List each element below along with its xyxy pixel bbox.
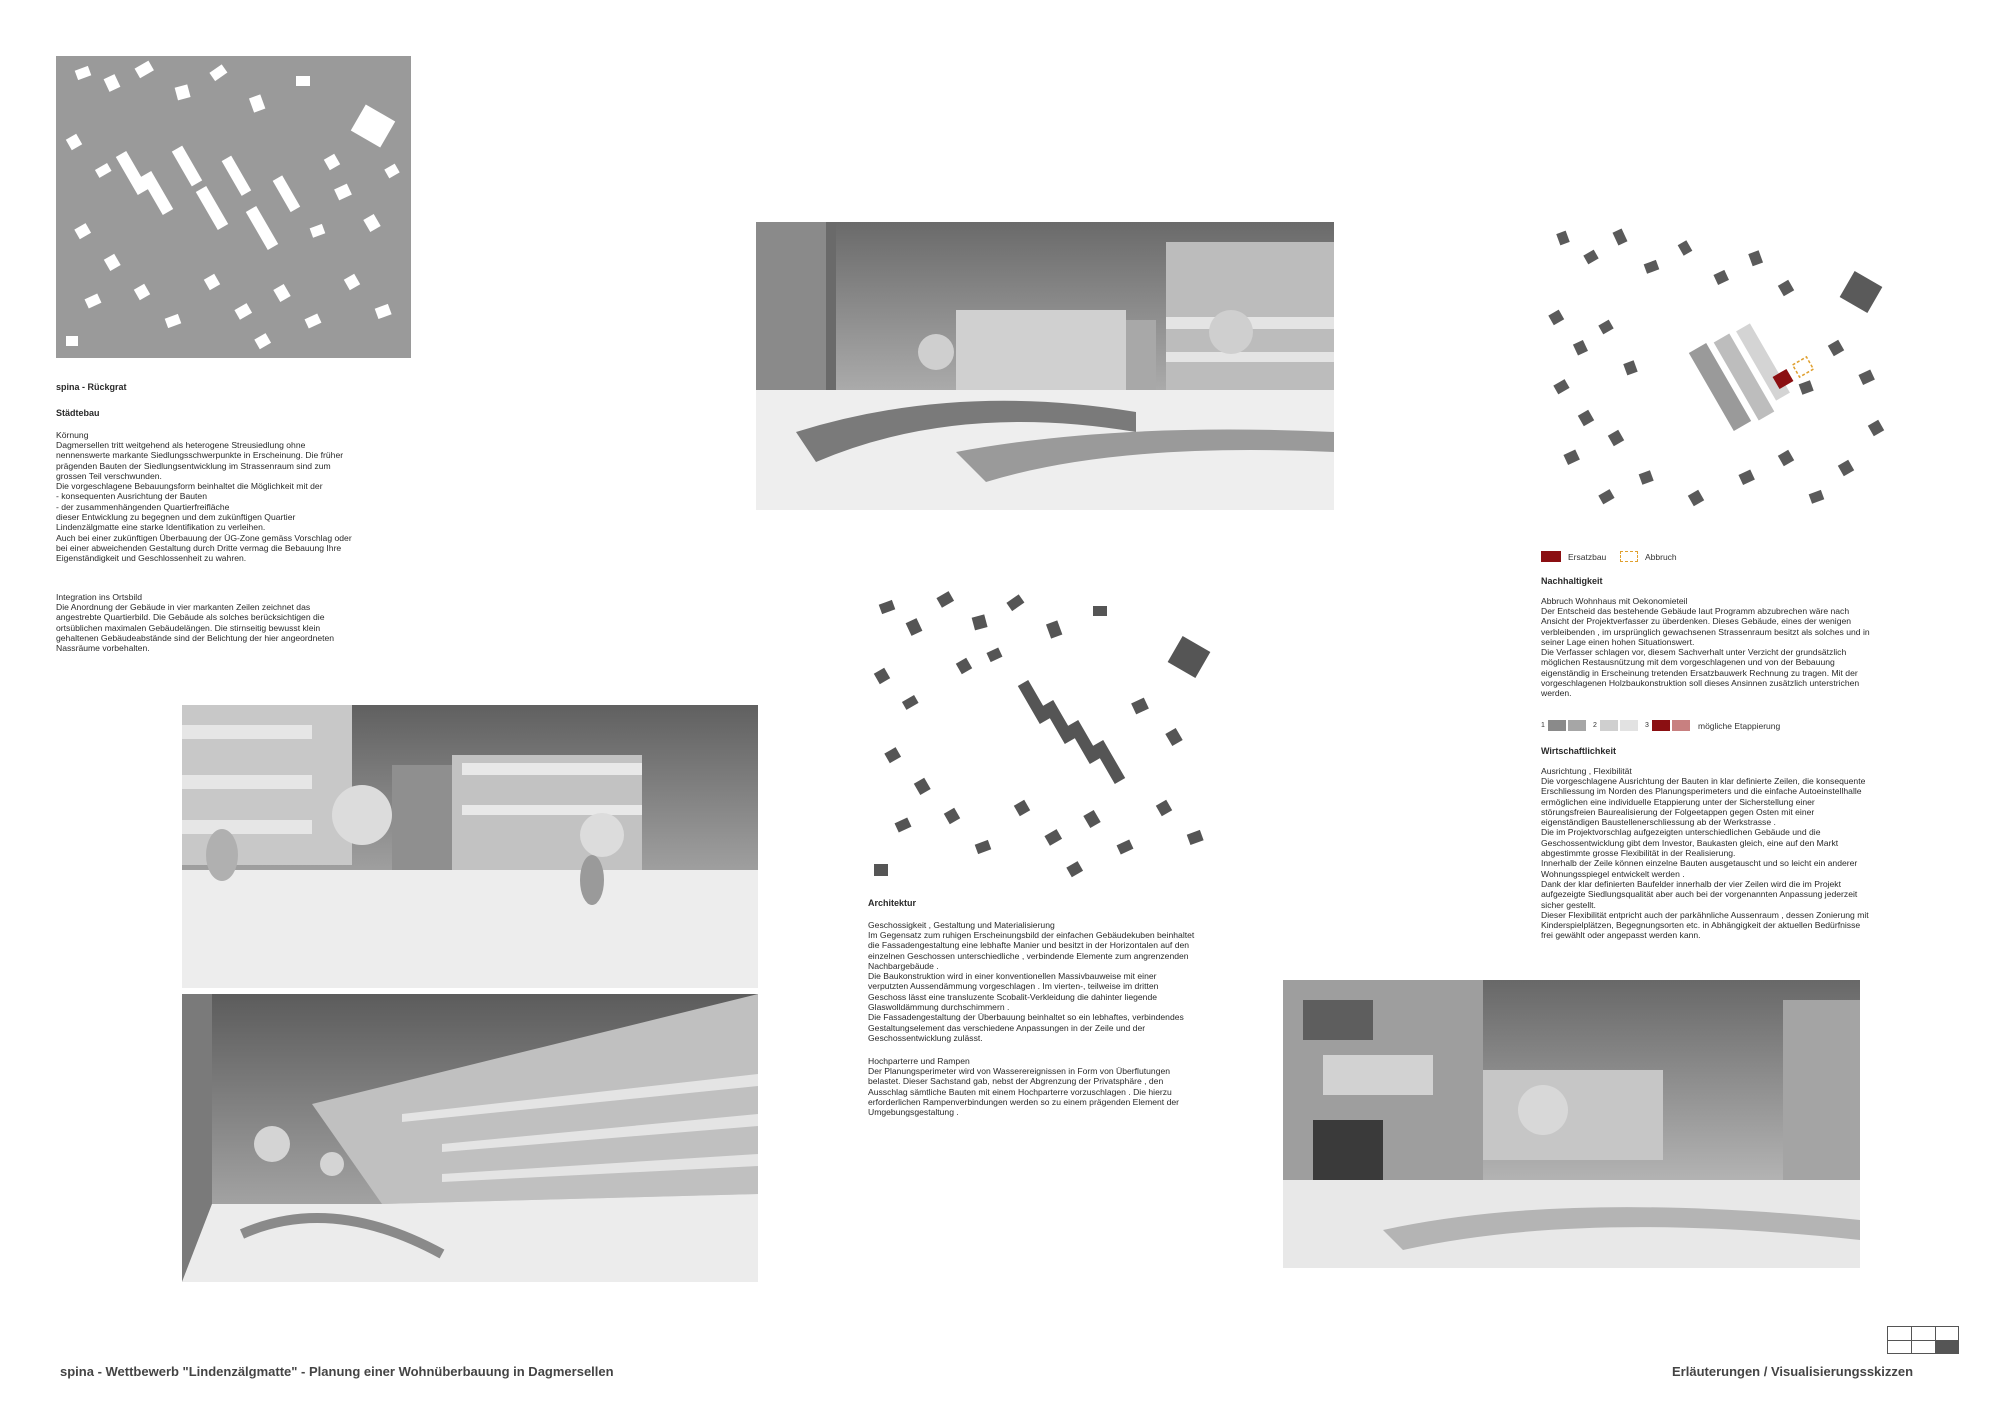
nachhaltigkeit-heading: Nachhaltigkeit — [1541, 576, 1603, 586]
plan-key-divider-v1 — [1911, 1327, 1912, 1353]
ersatzbau-swatch — [1541, 551, 1561, 562]
etappe-2-swatch-a — [1600, 720, 1618, 731]
schwarzplan-grey-graphic — [56, 56, 411, 358]
nachhaltigkeit-text: Der Entscheid das bestehende Gebäude laut Programm abzubrechen wäre nach Ansicht der Projektverfasser zu überdenken. Dieses Gebäude, eines der wenigen verbleibenden , im ursprünglich gewachsenen Strassenraum besitzt als solches und in seiner Lage einen hohen Situationswert. Die Verfasser schlagen vor, diesem Sachverhalt unter Verzicht der grundsätzlich möglichen Restausnützung mit dem vorgeschlagenen und von der Bebauung eigenständig in Erscheinung tretenden Ersatzbauwerk Rechnung zu tragen. Mit der vorgeschlagenen Holzbaukonstruktion soll dieses Ansinnen zusätzlich unterstrichen werden. — [1541, 606, 1870, 699]
footer-title: spina - Wettbewerb "Lindenzälgmatte" - Planung einer Wohnüberbauung in Dagmersellen — [60, 1364, 614, 1379]
etappierung-label: mögliche Etappierung — [1698, 721, 1781, 731]
visualisierung-hochparterre-graphic — [1283, 980, 1860, 1268]
project-title: spina - Rückgrat — [56, 382, 127, 392]
plan-key-icon — [1887, 1326, 1959, 1354]
etappe-1-swatch-b — [1568, 720, 1586, 731]
situationsplan-etappierung — [1540, 222, 1898, 524]
etappe-3-swatch-b — [1672, 720, 1690, 731]
architektur-heading: Architektur — [868, 898, 917, 908]
abbruch-swatch — [1620, 551, 1638, 562]
visualisierung-innenhof-graphic — [756, 222, 1334, 510]
etappe-3-label: 3 — [1645, 722, 1649, 729]
staedtebau-heading: Städtebau — [56, 408, 100, 418]
schwarzplan-grey — [56, 56, 411, 358]
geschossigkeit-text: Im Gegensatz zum ruhigen Erscheinungsbild der einfachen Gebäudekuben beinhaltet die Fassadengestaltung eine lebhafte Manier und besitzt in der Horizontalen auf den einzelnen Geschossen unterschiedliche , verbindende Elemente zum angrenzenden Nachbargebäude . Die Baukonstruktion wird in einer konventionellen Massivbauweise mit einer verputzten Aussendämmung vorgeschlagen . Im vierten-, teilweise im dritten Geschoss lässt eine transluzente Scobalit-Verkleidung die dahinter liegende Glaswolldämmung durchschimmern . Die Fassadengestaltung der Überbauung beinhaltet so ein lebhaftes, verbindendes Gestaltungselement das verschiedene Anpassungen in der Zeile und der Geschossentwicklung zulässt. — [868, 930, 1195, 1043]
etappe-2-label: 2 — [1593, 722, 1597, 729]
koernung-text: Dagmersellen tritt weitgehend als heterogene Streusiedlung ohne nennenswerte markante Siedlungsschwerpunkte in Erscheinung. Die früher prägenden Bauten der Siedlungsentwicklung im Strassenraum sind zum grossen Teil verschwunden. Die vorgeschlagene Bebauungsform beinhaltet die Möglichkeit mit der - konsequenten Ausrichtung der Bauten - der zusammenhängenden Quartierfreifläche dieser Entwicklung zu begegnen und dem zukünftigen Quartier Lindenzälgmatte eine starke Identifikation zu verleihen. Auch bei einer zukünftigen Überbauung der ÜG-Zone gemäss Vorschlag oder bei einer abweichenden Gestaltung durch Dritte vermag die Bebauung Ihre Eigenständigkeit und Geschlossenheit zu wahren. — [56, 440, 352, 564]
abbruch-label: Abbruch — [1645, 552, 1677, 562]
nachhaltigkeit-subtitle: Abbruch Wohnhaus mit Oekonomieteil — [1541, 596, 1688, 606]
footer-subtitle: Erläuterungen / Visualisierungsskizzen — [1672, 1364, 1914, 1379]
etappe-3-swatch-a — [1652, 720, 1670, 731]
situationsplan-etappierung-graphic — [1540, 222, 1898, 524]
wirtschaftlichkeit-text: Die vorgeschlagene Ausrichtung der Bauten in klar definierte Zeilen, die konsequente Erschliessung im Norden des Planungsperimeters und die einfache Autoeinstellhalle ermöglichen eine individuelle Etappierung unter der Sicherstellung einer störungsfreien Baurealisierung der Folgeetappen gegen Osten mit einer eigenständigen Baustellenerschliessung ab der Werkstrasse . Die im Projektvorschlag aufgezeigten unterschiedlichen Gebäude und die Geschossentwicklung gibt dem Investor, Baukasten gleich, eine auf den Markt abgestimmte grosse Flexibilität in der Realisierung. Innerhalb der Zeile können einzelne Bauten ausgetauscht und so leicht ein anderer Wohnungsspiegel entwickelt werden . Dank der klar definierten Baufelder innerhalb der vier Zeilen wird die im Projekt aufgezeigte Siedlungsqualität aber auch bei der vorgenannten Anpassung jederzeit sicher gestellt. Dieser Flexibilität entpricht auch der parkähnliche Aussenraum , dessen Zonierung mit Kinderspielplätzen, Begegnungsorten etc. in Abhängigkeit der aktuellen Bedürfnisse frei gewählt oder angepasst werden kann. — [1541, 776, 1869, 941]
visualisierung-zeile — [182, 994, 758, 1282]
geschossigkeit-title: Geschossigkeit , Gestaltung und Materialisierung — [868, 920, 1055, 930]
etappe-1-label: 1 — [1541, 722, 1545, 729]
integration-text: Die Anordnung der Gebäude in vier markanten Zeilen zeichnet das angestrebte Quartierbild. Die Gebäude als solches berücksichtigen die ortsüblichen maximalen Gebäudelängen. Die stirnseitig bewusst klein gehaltenen Gebäudeabstände sind der Belichtung der hier angeordneten Nassräume vorbehalten. — [56, 602, 335, 654]
schwarzplan-center — [868, 580, 1220, 886]
visualisierung-platz — [182, 705, 758, 988]
etappe-2-swatch-b — [1620, 720, 1638, 731]
ersatzbau-label: Ersatzbau — [1568, 552, 1607, 562]
schwarzplan-center-graphic — [868, 580, 1220, 886]
visualisierung-innenhof — [756, 222, 1334, 510]
etappe-1-swatch-a — [1548, 720, 1566, 731]
visualisierung-hochparterre — [1283, 980, 1860, 1268]
wirtschaftlichkeit-subtitle: Ausrichtung , Flexibilität — [1541, 766, 1632, 776]
integration-title: Integration ins Ortsbild — [56, 592, 142, 602]
wirtschaftlichkeit-heading: Wirtschaftlichkeit — [1541, 746, 1616, 756]
hochparterre-title: Hochparterre und Rampen — [868, 1056, 970, 1066]
visualisierung-platz-graphic — [182, 705, 758, 988]
plan-key-active-cell — [1936, 1341, 1958, 1353]
koernung-title: Körnung — [56, 430, 89, 440]
hochparterre-text: Der Planungsperimeter wird von Wasserereignissen in Form von Überflutungen belastet. Dieser Sachstand gab, nebst der Abgrenzung der Privatsphäre , den Ausschlag sämtliche Bauten mit einem Hochparterre vorzuschlagen . Die hierzu erforderlichen Rampenverbindungen werden so zu einem prägenden Element der Umgebungsgestaltung . — [868, 1066, 1179, 1118]
visualisierung-zeile-graphic — [182, 994, 758, 1282]
